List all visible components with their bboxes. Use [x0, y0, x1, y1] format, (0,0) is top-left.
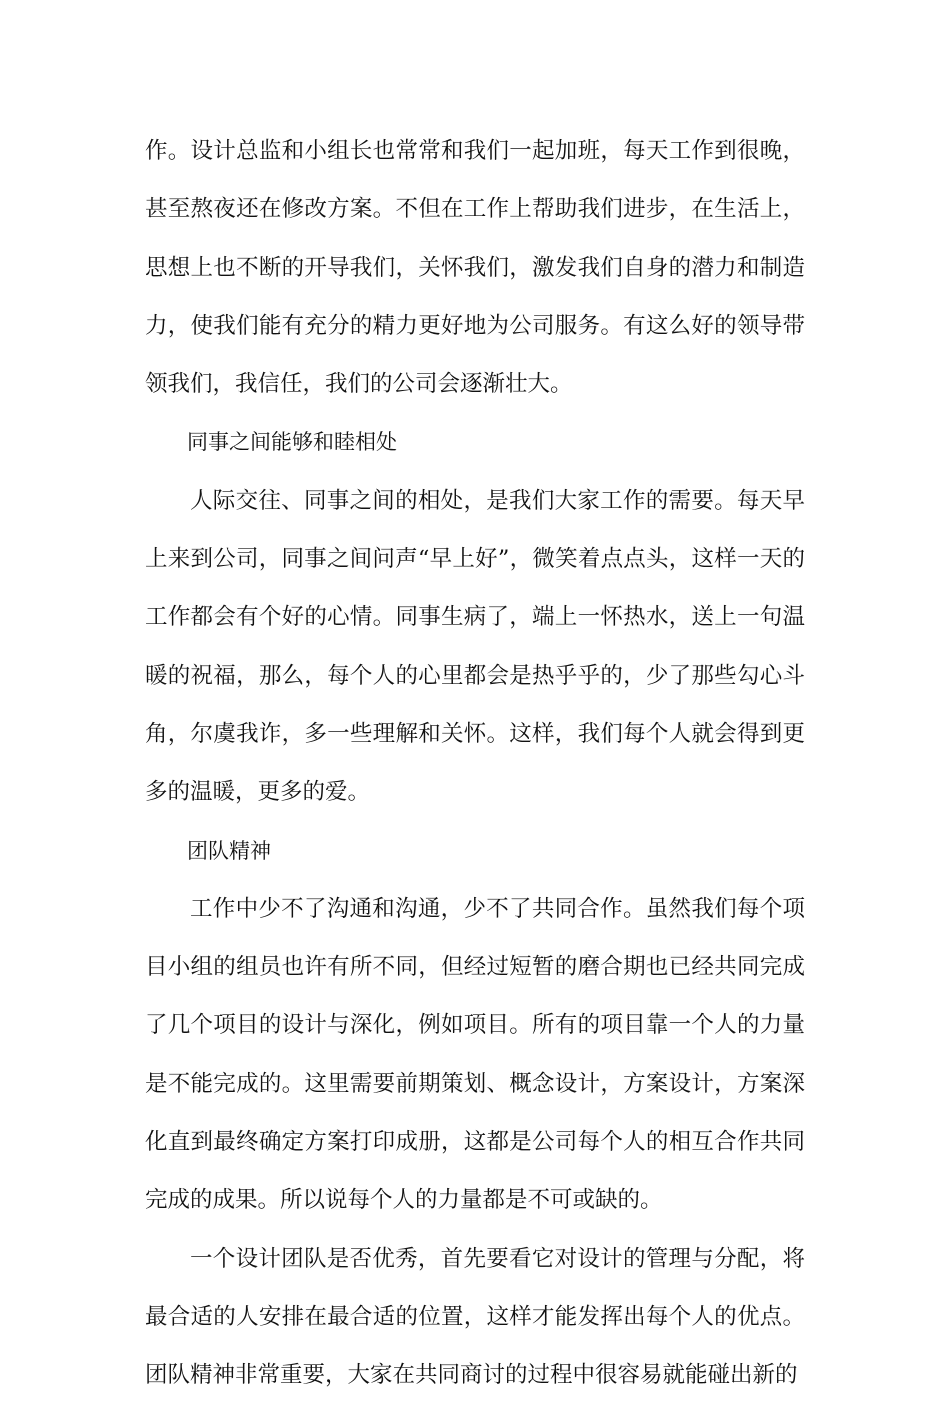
document-body: [145, 122, 805, 1405]
paragraph-cooperation: 工作中少不了沟通和沟通，少不了共同合作。虽然我们每个项目小组的组员也许有所不同，但经过短暂的磨合期也已经共同完成了几个项目的设计与深化，例如项目。所有的项目靠一个人的力量是不能完成的。这里需要前期策划、概念设计，方案设计，方案深化直到最终确定方案打印成册，这都是公司每个人的相互合作共同完成的成果。所以说每个人的力量都是不可或缺的。: [145, 895, 805, 1214]
section-heading-colleagues: 同事之间能够和睦相处: [187, 430, 397, 455]
paragraph-team-management: 一个设计团队是否优秀，首先要看它对设计的管理与分配，将最合适的人安排在最合适的位置，这样才能发挥出每个人的优点。团队精神非常重要，大家在共同商讨的过程中很容易就能碰出新的: [145, 1245, 805, 1389]
paragraph-leadership: 作。设计总监和小组长也常常和我们一起加班，每天工作到很晚，甚至熬夜还在修改方案。不但在工作上帮助我们进步，在生活上，思想上也不断的开导我们，关怀我们，激发我们自身的潜力和制造力，使我们能有充分的精力更好地为公司服务。有这么好的领导带领我们，我信任，我们的公司会逐渐壮大。: [145, 138, 805, 398]
paragraph-colleagues: 人际交往、同事之间的相处，是我们大家工作的需要。每天早上来到公司，同事之间问声“早上好”，微笑着点点头，这样一天的工作都会有个好的心情。同事生病了，端上一怀热水，送上一句温暖的祝福，那么，每个人的心里都会是热乎乎的，少了那些勾心斗角，尔虞我诈，多一些理解和关怀。这样，我们每个人就会得到更多的温暖，更多的爱。: [145, 487, 805, 806]
section-heading-team-spirit: 团队精神: [187, 838, 271, 863]
